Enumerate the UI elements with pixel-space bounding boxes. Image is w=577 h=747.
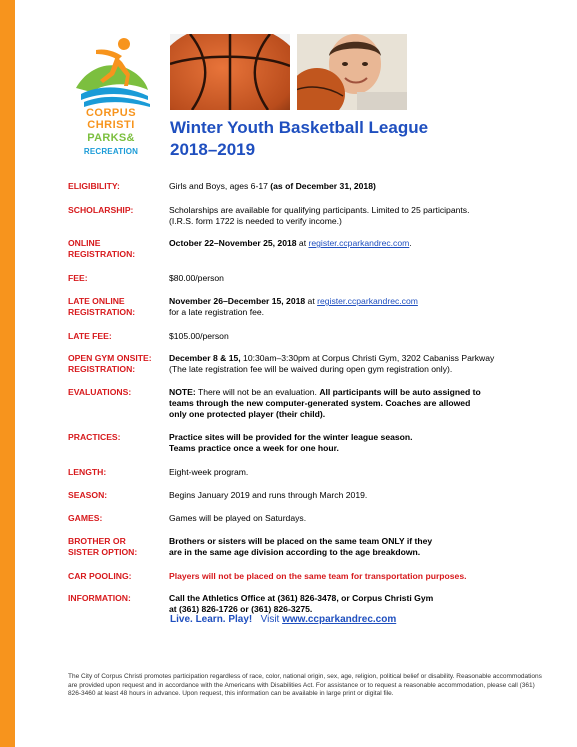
information-label: INFORMATION:: [68, 593, 131, 603]
late-fee-label: LATE FEE:: [68, 331, 112, 341]
tagline: [170, 614, 396, 625]
late-fee-value: $105.00/person: [169, 331, 229, 341]
online-registration-label: [68, 238, 168, 260]
scholarship-line-2: (I.R.S. form 1722 is needed to verify income.): [169, 216, 342, 226]
nondiscrimination-footer: The City of Corpus Christi promotes participation regardless of race, color, national origin, sex, age, religion, political belief or disability. Reasonable accommodations are provided upon request and in accordance with the Americans with Disabilities Act. For assistance or to request a reasonable accommodation, please call (361) 826-3460 at least 48 hours in advance. Upon request, this information can be available in large print or digital file.: [68, 673, 542, 697]
information-line-2: at (361) 826-1726 or (361) 826-3275.: [169, 604, 313, 614]
scholarship-line-1: Scholarships are available for qualifying participants. Limited to 25 participants.: [169, 205, 470, 215]
logo-text-corpus: CORPUS: [85, 107, 137, 119]
evaluations-line-1: [169, 387, 539, 398]
logo-text-recreation: RECREATION: [83, 147, 139, 156]
open-gym-line-1: [169, 353, 539, 364]
open-gym-dates: December 8 & 15,: [169, 353, 241, 363]
information-value: [169, 593, 539, 615]
website-link[interactable]: www.ccparkandrec.com: [282, 614, 397, 625]
open-gym-label-2: REGISTRATION:: [68, 364, 136, 374]
online-registration-value: [169, 238, 539, 249]
evaluations-note: NOTE:: [169, 387, 196, 397]
evaluations-value: [169, 387, 539, 420]
practices-value: [169, 432, 539, 454]
practices-label: PRACTICES:: [68, 432, 121, 442]
fee-value: $80.00/person: [169, 273, 224, 283]
practices-line-2: Teams practice once a week for one hour.: [169, 443, 339, 453]
length-label: LENGTH:: [68, 467, 107, 477]
eligibility-text: Girls and Boys, ages 6-17: [169, 181, 271, 191]
online-registration-label-2: REGISTRATION:: [68, 249, 136, 259]
car-pooling-value: Players will not be placed on the same team for transportation purposes.: [169, 571, 467, 581]
late-online-label: [68, 296, 168, 318]
season-label: SEASON:: [68, 490, 108, 500]
late-online-dates: November 26–December 15, 2018: [169, 296, 306, 306]
games-value: Games will be played on Saturdays.: [169, 513, 307, 523]
open-gym-value: [169, 353, 539, 375]
basketball-photo: [170, 34, 290, 110]
online-registration-link[interactable]: register.ccparkandrec.com: [308, 238, 410, 248]
slogan: Live. Learn. Play!: [170, 614, 253, 625]
fee-label: FEE:: [68, 273, 88, 283]
brother-sister-line-1: Brothers or sisters will be placed on the same team ONLY if they: [169, 536, 433, 546]
evaluations-line-2: teams through the new computer-generated system. Coaches are allowed: [169, 398, 471, 408]
online-registration-period: .: [409, 238, 412, 248]
games-label: GAMES:: [68, 513, 103, 523]
open-gym-time-place: 10:30am–3:30pm at Corpus Christi Gym, 3202 Cabaniss Parkway: [240, 353, 495, 363]
eligibility-label: ELIGIBILITY:: [68, 181, 120, 191]
open-gym-line-2: (The late registration fee will be waived during open gym registration only).: [169, 364, 453, 374]
late-online-label-1: LATE ONLINE: [68, 296, 125, 306]
logo-text-christi: CHRISTI: [87, 119, 135, 131]
late-online-line-2: for a late registration fee.: [169, 307, 265, 317]
evaluations-label: EVALUATIONS:: [68, 387, 132, 397]
title-season: 2018–2019: [170, 140, 256, 159]
eligibility-value: [169, 181, 539, 192]
evaluations-text: There will not be an evaluation.: [195, 387, 320, 397]
evaluations-line-3: only one protected player (their child).: [169, 409, 326, 419]
online-registration-label-1: ONLINE: [68, 238, 101, 248]
orange-side-stripe: [0, 0, 15, 747]
brother-sister-line-2: are in the same age division according to the age breakdown.: [169, 547, 421, 557]
kid-with-basketball-photo: [297, 34, 407, 110]
brother-sister-value: [169, 536, 539, 558]
length-value: Eight-week program.: [169, 467, 249, 477]
late-online-label-2: REGISTRATION:: [68, 307, 136, 317]
open-gym-label: [68, 353, 168, 375]
information-line-1: Call the Athletics Office at (361) 826-3478, or Corpus Christi Gym: [169, 593, 434, 603]
scholarship-label: SCHOLARSHIP:: [68, 205, 134, 215]
page-title: [170, 117, 530, 161]
late-online-line-1: [169, 296, 539, 307]
car-pooling-label: CAR POOLING:: [68, 571, 132, 581]
visit-text: Visit: [260, 614, 280, 625]
late-online-link[interactable]: register.ccparkandrec.com: [317, 296, 418, 306]
logo-figure-icon: [66, 30, 156, 110]
brother-sister-label: [68, 536, 168, 558]
open-gym-label-1: OPEN GYM ONSITE:: [68, 353, 152, 363]
brother-sister-label-2: SISTER OPTION:: [68, 547, 138, 557]
season-value: Begins January 2019 and runs through March 2019.: [169, 490, 368, 500]
online-registration-dates: October 22–November 25, 2018: [169, 238, 297, 248]
scholarship-value: [169, 205, 539, 227]
late-online-value: [169, 296, 539, 318]
title-line-1: Winter Youth Basketball League: [170, 118, 429, 137]
logo-text-parks: PARKS&: [87, 132, 135, 144]
brother-sister-label-1: BROTHER OR: [68, 536, 126, 546]
online-registration-at: at: [296, 238, 309, 248]
evaluations-bold-rest: All participants will be auto assigned to: [319, 387, 481, 397]
corpus-christi-parks-logo: [66, 30, 156, 158]
late-online-at: at: [305, 296, 318, 306]
eligibility-date: (as of December 31, 2018): [270, 181, 376, 191]
practices-line-1: Practice sites will be provided for the winter league season.: [169, 432, 413, 442]
